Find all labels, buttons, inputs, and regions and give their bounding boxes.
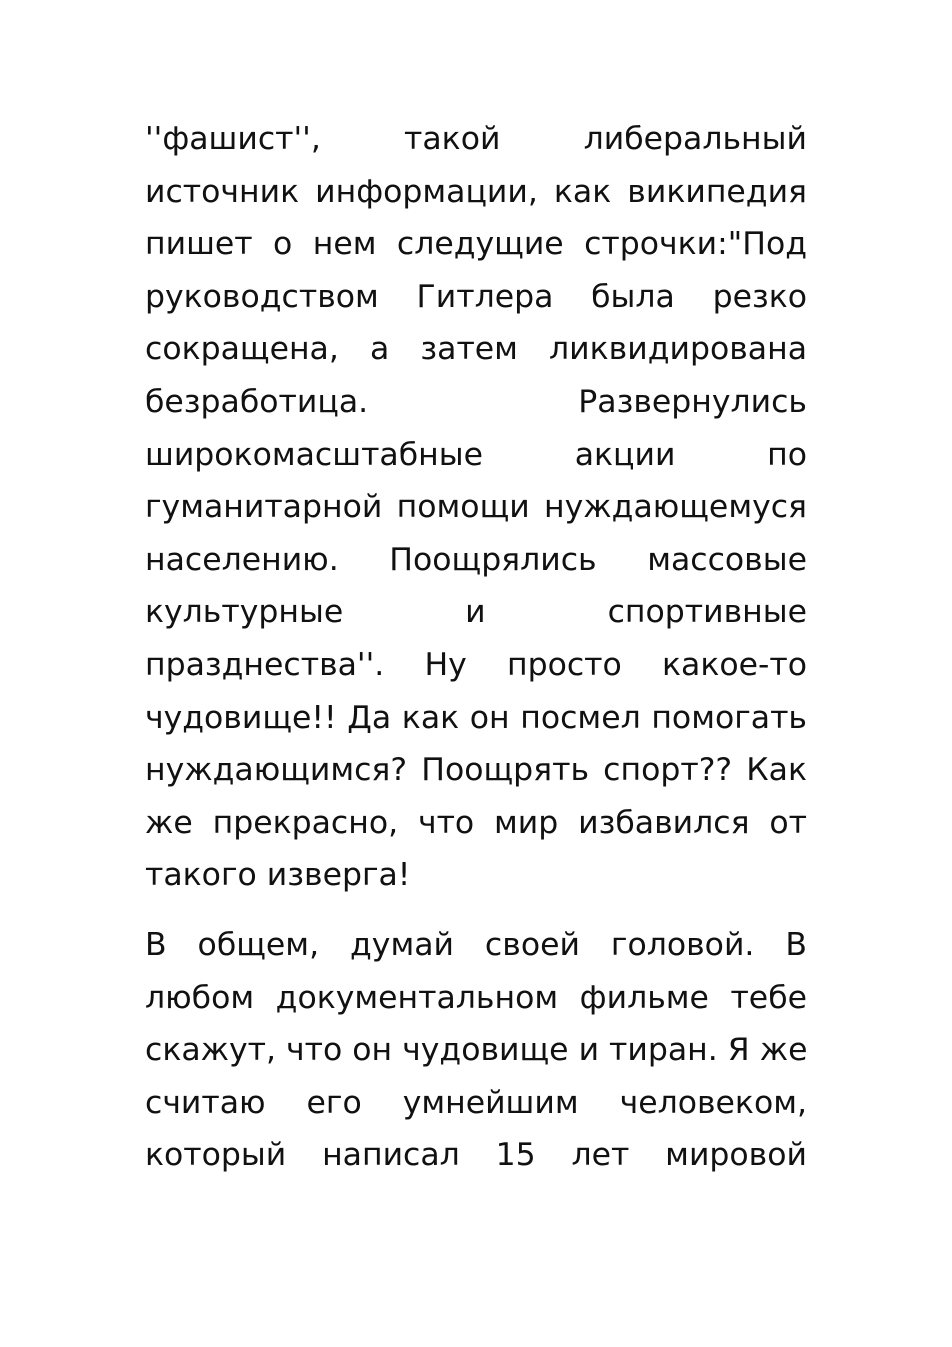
text-column bbox=[145, 113, 807, 1182]
text-line: гуманитарной помощи нуждающемуся bbox=[145, 489, 807, 526]
text-line: руководством Гитлера была резко bbox=[145, 278, 807, 315]
text-line: празднества''. Ну просто какое-то bbox=[145, 646, 807, 683]
paragraph-2 bbox=[145, 919, 807, 1182]
text-line: широкомасштабные акции по bbox=[145, 436, 807, 473]
text-line: ''фашист'', такой либеральный bbox=[145, 121, 807, 157]
text-line: же прекрасно, что мир избавился от bbox=[145, 804, 807, 841]
text-line: населению. Поощрялись массовые bbox=[145, 541, 807, 578]
text-line: такого изверга! bbox=[145, 857, 411, 894]
text-line: пишет о нем следущие строчки:"Под bbox=[145, 226, 807, 263]
text-line: нуждающимся? Поощрять спорт?? Как bbox=[145, 752, 807, 789]
text-line: сокращена, а затем ликвидирована bbox=[145, 331, 807, 368]
text-line: безработица. Развернулись bbox=[145, 383, 807, 420]
paragraph-spacer bbox=[145, 902, 807, 919]
text-line: любом документальном фильме тебе bbox=[145, 979, 807, 1016]
text-line: источник информации, как википедия bbox=[145, 173, 807, 210]
text-line: культурные и спортивные bbox=[145, 594, 807, 631]
text-line: скажут, что он чудовище и тиран. Я же bbox=[145, 1032, 808, 1069]
text-line: считаю его умнейшим человеком, bbox=[145, 1084, 807, 1121]
text-line: чудовище!! Да как он посмел помогать bbox=[145, 699, 807, 736]
paragraph-1 bbox=[145, 113, 807, 902]
text-line: В общем, думай своей головой. В bbox=[145, 926, 807, 963]
text-line: который написал 15 лет мировой bbox=[145, 1137, 807, 1174]
